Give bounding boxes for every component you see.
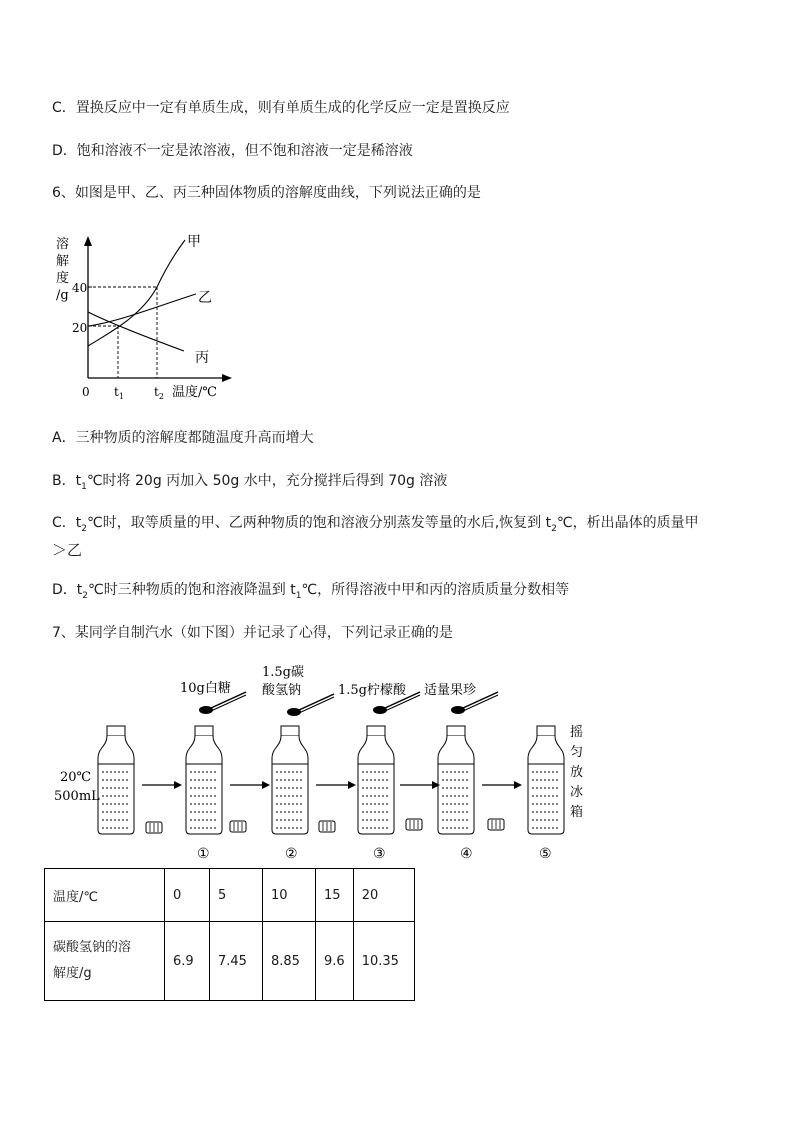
q6-stem: 6、如图是甲、乙、丙三种固体物质的溶解度曲线，下列说法正确的是 [52,185,481,201]
label-add1: 10g白糖 [180,681,231,696]
curve-label-yi: 乙 [198,290,212,306]
table-row [45,922,415,1001]
label-end-char-4: 冰 [570,785,584,800]
cap-1 [146,822,162,833]
x-axis-label: 温度/℃ [172,385,217,400]
table-cell: 0 [165,869,210,922]
cap-5 [488,819,504,830]
y-axis-arrow [84,236,92,246]
cap-2 [230,821,246,832]
q7-stem: 7、某同学自制汽水（如下图）并记录了心得，下列记录正确的是 [52,625,453,641]
table-cell: 20 [353,869,414,922]
ylabel-char-4: /g [56,288,69,303]
label-start-temp: 20℃ [60,770,92,785]
table-cell: 7.45 [210,922,263,1001]
y-tick-40: 40 [72,281,88,295]
y-tick-20: 20 [72,321,88,335]
table-header-solubility: 碳酸氢钠的溶 解度/g [45,922,165,1001]
curve-bing [88,312,184,351]
q6-option-c-line2: ＞乙 [52,541,83,559]
curve-jia [88,240,185,346]
label-end-char-2: 匀 [570,745,584,760]
curve-label-jia: 甲 [187,234,201,250]
q6-option-c: C．$t_2℃$时，取等质量的甲、乙两种物质的饱和溶液分别蒸发等量的水后,恢复到 $t_2℃$，析出晶体的质量甲 [52,515,699,534]
label-add2-line1: 1.5g碳 [262,665,304,680]
step-2: ② [285,846,298,862]
table-cell: 9.6 [316,922,354,1001]
cap-4 [406,819,422,830]
table-cell: 8.85 [263,922,316,1001]
x-tick-t2: $t_2$ [154,385,164,401]
table-header-temp: 温度/℃ [45,869,165,922]
bottle-0 [98,726,134,834]
q6-option-d: D．$t_2℃$时三种物质的饱和溶液降温到 $t_1℃$，所得溶液中甲和丙的溶质质量分数相等 [52,582,570,601]
bottle-2 [272,726,308,834]
label-start-volume: 500mL [54,789,100,804]
x-origin: 0 [82,385,90,399]
label-end-char-1: 摇 [570,725,584,740]
q5-option-d: D．饱和溶液不一定是浓溶液，但不饱和溶液一定是稀溶液 [52,143,413,159]
cap-3 [319,821,335,832]
step-5: ⑤ [539,846,552,862]
label-add3: 1.5g柠檬酸 [338,683,406,698]
soda-process-figure [50,660,610,865]
ylabel-char-2: 解 [56,254,70,269]
label-add2-line2: 酸氢钠 [262,683,302,698]
table-cell: 6.9 [165,922,210,1001]
table-row [45,869,415,922]
table-cell: 15 [316,869,354,922]
arrow-1 [142,781,182,789]
step-4: ④ [460,846,473,862]
q5-option-c: C．置换反应中一定有单质生成，则有单质生成的化学反应一定是置换反应 [52,100,510,116]
table-cell: 10.35 [353,922,414,1001]
q6-option-b: B．$t_1℃$时将 20g 丙加入 50g 水中，充分搅拌后得到 70g 溶液 [52,473,448,492]
label-add4: 适量果珍 [424,683,477,698]
ylabel-char-1: 溶 [56,237,70,252]
step-1: ① [197,846,210,862]
bottle-3 [358,726,394,834]
arrow-4 [400,781,440,789]
solubility-table [44,868,415,1001]
curve-label-bing: 丙 [195,350,209,366]
x-axis-arrow [222,374,232,382]
arrow-3 [316,781,356,789]
bottle-5 [528,726,564,834]
q6-option-a: A．三种物质的溶解度都随温度升高而增大 [52,430,314,446]
table-cell: 10 [263,869,316,922]
arrow-2 [230,781,270,789]
step-3: ③ [373,846,386,862]
label-end-char-3: 放 [570,765,584,780]
curve-yi [88,294,196,326]
bottle-1 [186,726,222,834]
table-cell: 5 [210,869,263,922]
solubility-curve-chart [48,228,248,408]
bottle-4 [438,726,474,834]
label-end-char-5: 箱 [570,805,584,820]
arrow-5 [482,781,522,789]
ylabel-char-3: 度 [56,271,70,286]
x-tick-t1: $t_1$ [114,385,124,401]
